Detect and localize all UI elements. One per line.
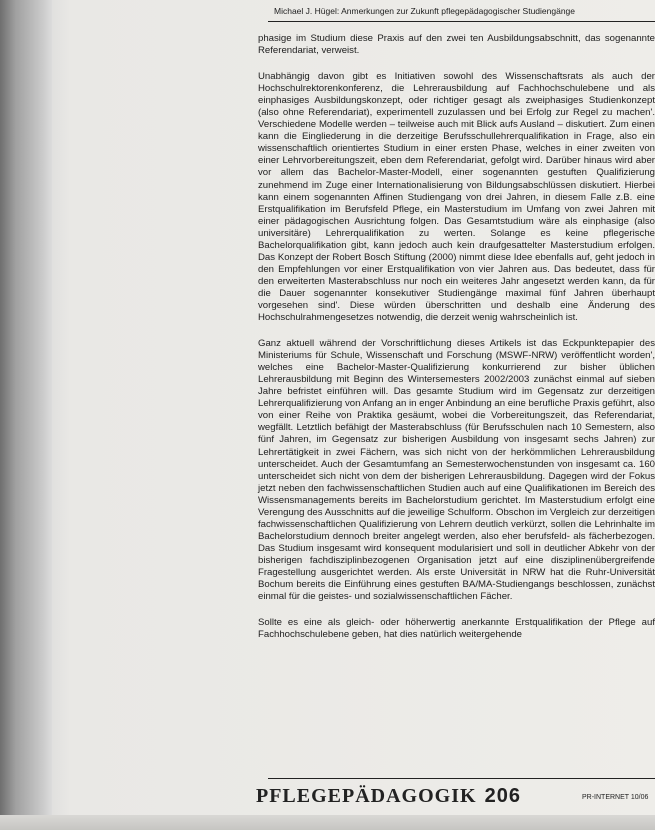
- running-header: Michael J. Hügel: Anmerkungen zur Zukunft pflegepädagogischer Studiengänge: [274, 6, 575, 16]
- paragraph: phasige im Studium diese Praxis auf den zwei ten Ausbildungsabschnitt, das sogenannte Referendariat, verweist.: [258, 33, 655, 57]
- article-body: [258, 33, 655, 655]
- page-bottom-edge: [0, 815, 655, 830]
- footer-rule: [268, 778, 655, 779]
- footer-right-label: PR-INTERNET 10/06: [582, 794, 649, 801]
- paragraph: Unabhängig davon gibt es Initiativen sowohl des Wissenschaftsrats als auch der Hochschulrektorenkonferenz, die Lehrerausbildung auf Fachhochschulebene und als einphasiges Ausbildungskonzept, oder richtiger gesagt als zweiphasiges Studienkonzept (also ohne Referendariat), experimentell zuzulassen und bei Erfolg zur Regel zu machen'. Verschiedene Modelle werden – teilweise auch mit Blick aufs Ausland – diskutiert. Zum einen kann die Eingliederung in die derzeitige Berufsschullehrerqualifikation in Frage, also ein wissenschaftlich orientiertes Studium in einer ersten Phase, welches in einer zweiten von einer Lehrvorbereitungszeit, eben dem Referendariat, gefolgt wird. Darüber hinaus wird aber vor allem das Bachelor-Master-Modell, einer sogenannten gestuften Qualifizierung zunehmend im Zuge einer Internationalisierung von Bildungsabschlüssen diskutiert. Hierbei kann einem sogenannten Affinen Studiengang von drei Jahren, in diesem Falle z.B. eine Erstqualifikation im Berufsfeld Pflege, ein Masterstudium im Umfang von zwei Jahren mit einer pädagogischen Ausrichtung folgen. Das Gesamtstudium wäre als einphasige (also universitäre) Lehrerqualifikation zu werten. Solange es keine pflegerische Bachelorqualifikation gibt, kann jedoch auch kein draufgesattelter Masterstudium erfolgen. Das Konzept der Robert Bosch Stiftung (2000) nimmt diese Idee ebenfalls auf, geht jedoch in den Empfehlungen vor einer Erstqualifikation von vier Jahren aus. Das bedeutet, dass für den erweiterten Masterabschluss nur noch ein weiteres Jahr angesetzt werden kann, da für die Dauer sogenannter konsekutiver Studiengänge maximal fünf Jahren überhaupt vorgesehen sind'. Diese würden überschritten und deshalb eine Änderung des Hochschulrahmengesetzes notwendig, die derzeit wenig wahrscheinlich ist.: [258, 71, 655, 324]
- paragraph: Sollte es eine als gleich- oder höherwertig anerkannte Erstqualifikation der Pflege auf Fachhochschulebene geben, hat dies natürlich weitergehende: [258, 617, 655, 641]
- page-number: 206: [484, 785, 521, 807]
- footer-journal: [256, 785, 521, 808]
- journal-title: PFLEGEPÄDAGOGIK: [256, 785, 477, 807]
- book-spine-shadow: [0, 0, 52, 830]
- paragraph: Ganz aktuell während der Vorschriftlichung dieses Artikels ist das Eckpunktepapier des Ministeriums für Schule, Wissenschaft und Forschung (MSWF-NRW) veröffentlicht worden', welches eine Bachelor-Master-Qualifizierung konkurrierend zur bisher üblichen Lehrerausbildung mit Beginn des Wintersemesters 2002/2003 zunächst einmal auf sieben Jahre befristet einführen will. Das gesamte Studium wird im Gegensatz zur derzeitigen Lehrerqualifizierung von Anfang an in enger Anbindung an eine berufliche Praxis geführt, also von einer Reihe von Praktika gesäumt, wobei die Vorbereitungszeit, das Referendariat, wegfällt. Letztlich befähigt der Masterabschluss (für Berufsschulen nach 10 Semestern, also fünf Jahren, im Gegensatz zur bisherigen Ausbildung von insgesamt sechs Jahren) zur Lehrertätigkeit in zwei Fächern, was sich nicht von der herkömmlichen Lehrerausbildung unterscheidet. Auch der Gesamtumfang an Semesterwochenstunden von insgesamt ca. 160 unterscheidet sich nicht von dem der bisherigen Lehrerausbildung. Dagegen wird der Fokus jetzt neben den fachwissenschaftlichen Studien auch auf eine Qualifikationen im Bereich des Wissensmanagements bereits im Bachelorstudium gerichtet. Im Masterstudium erfolgt eine Verengung des Ausschnitts auf die jeweilige Schulform. Obschon im Vergleich zur derzeitigen fachwissenschaftlichen Qualifizierung von Lehrern deutlich verkürzt, sollen die Lehrinhalte im Bachelorstudium dennoch breiter angelegt werden, also eher berufsfeld- als fächerbezogen. Das Studium insgesamt wird konsequent modularisiert und soll in deutlicher Abkehr von der bisherigen fachdisziplinbezogenen Organisation jetzt auf eine disziplinenübergreifende Fragestellung ausgerichtet werden. Als erste Universität in NRW hat die Ruhr-Universität Bochum bereits die Einführung eines gestuften BA/MA-Studiengangs beschlossen, zunächst einmal für die geistes- und sozialwissenschaftlichen Fächer.: [258, 338, 655, 603]
- header-rule: [268, 21, 655, 22]
